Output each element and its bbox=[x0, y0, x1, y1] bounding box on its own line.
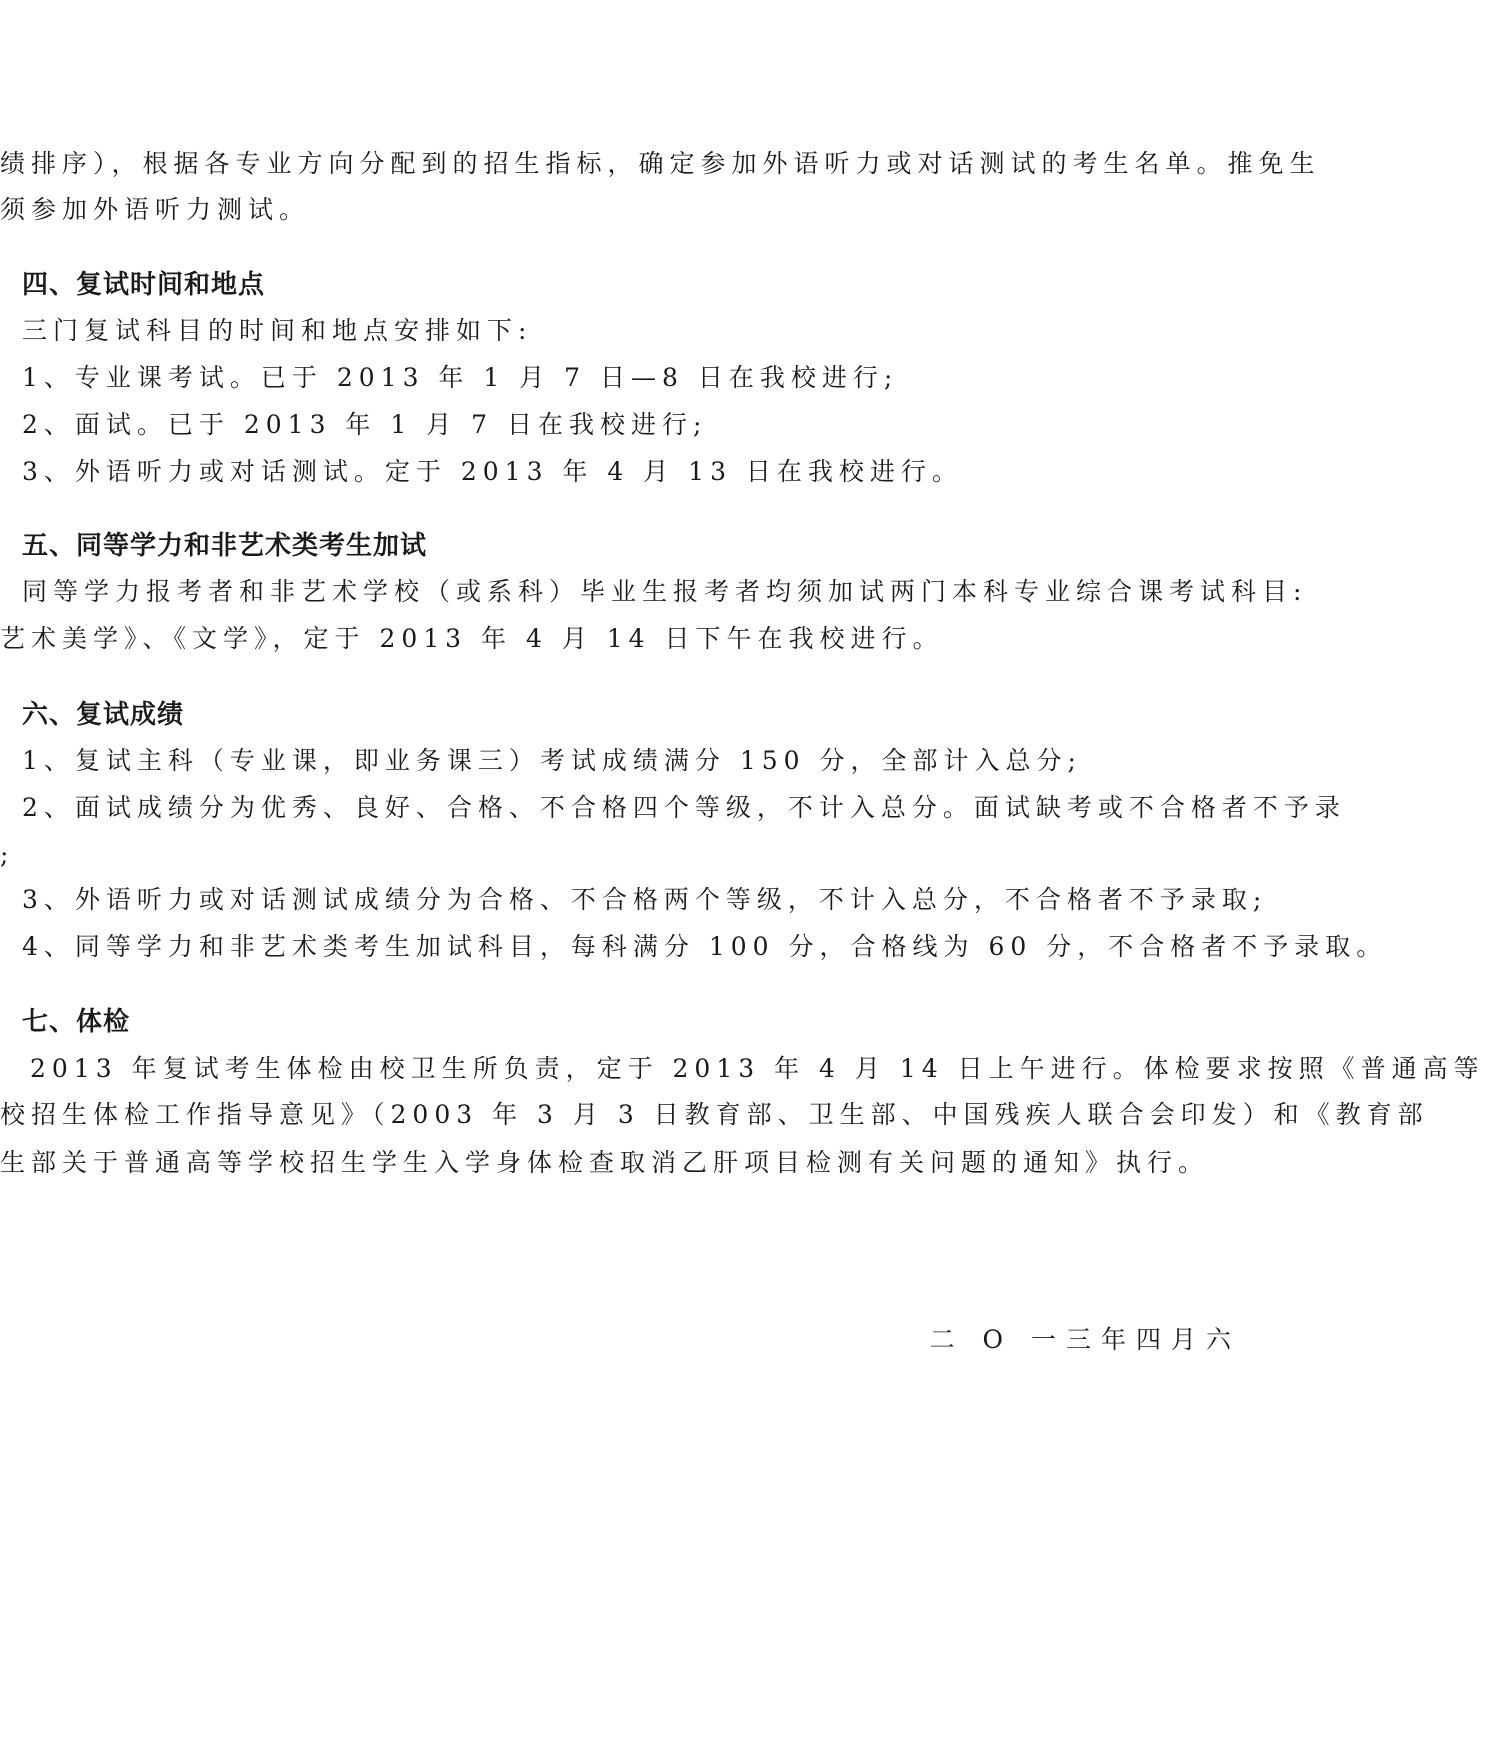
section-4-intro: 三门复试科目的时间和地点安排如下: bbox=[22, 316, 533, 345]
section-6-item-2: 2、面试成绩分为优秀、良好、合格、不合格四个等级，不计入总分。面试缺考或不合格者不予录 bbox=[22, 793, 1346, 822]
section-6-heading: 六、复试成绩 bbox=[22, 700, 185, 730]
section-4-item-3: 3、外语听力或对话测试。定于 2013 年 4 月 13 日在我校进行。 bbox=[22, 457, 963, 486]
section-6-item-1: 1、复试主科（专业课，即业务课三）考试成绩满分 150 分，全部计入总分; bbox=[22, 746, 1082, 775]
section-5-heading: 五、同等学力和非艺术类考生加试 bbox=[22, 531, 428, 561]
section-4-heading: 四、复试时间和地点 bbox=[22, 270, 266, 300]
section-6-item-2-continuation: ; bbox=[0, 840, 15, 869]
section-4-item-2: 2、面试。已于 2013 年 1 月 7 日在我校进行; bbox=[22, 410, 708, 439]
section-5-line-1: 同等学力报考者和非艺术学校（或系科）毕业生报考者均须加试两门本科专业综合课考试科目: bbox=[22, 577, 1308, 606]
document-date: 二 O 一三年四月六 bbox=[929, 1325, 1241, 1354]
section-7-heading: 七、体检 bbox=[22, 1007, 131, 1037]
section-5-line-2: 艺术美学》、《文学》，定于 2013 年 4 月 14 日下午在我校进行。 bbox=[0, 624, 944, 653]
section-7-line-1: 2013 年复试考生体检由校卫生所负责，定于 2013 年 4 月 14 日上午进行。体检要求按照《普通高等 bbox=[30, 1054, 1485, 1083]
section-6-item-4: 4、同等学力和非艺术类考生加试科目，每科满分 100 分，合格线为 60 分，不合格者不予录取。 bbox=[22, 932, 1388, 961]
section-4-item-1: 1、专业课考试。已于 2013 年 1 月 7 日—8 日在我校进行; bbox=[22, 363, 899, 392]
section-7-line-2: 校招生体检工作指导意见》（2003 年 3 月 3 日教育部、卫生部、中国残疾人联合会印发）和《教育部 bbox=[0, 1100, 1429, 1129]
section-7-line-3: 生部关于普通高等学校招生学生入学身体检查取消乙肝项目检测有关问题的通知》执行。 bbox=[0, 1148, 1210, 1177]
intro-line-2: 须参加外语听力测试。 bbox=[0, 195, 311, 224]
intro-line-1: 绩排序），根据各专业方向分配到的招生指标，确定参加外语听力或对话测试的考生名单。推免生 bbox=[0, 149, 1321, 178]
section-6-item-3: 3、外语听力或对话测试成绩分为合格、不合格两个等级，不计入总分，不合格者不予录取; bbox=[22, 885, 1268, 914]
